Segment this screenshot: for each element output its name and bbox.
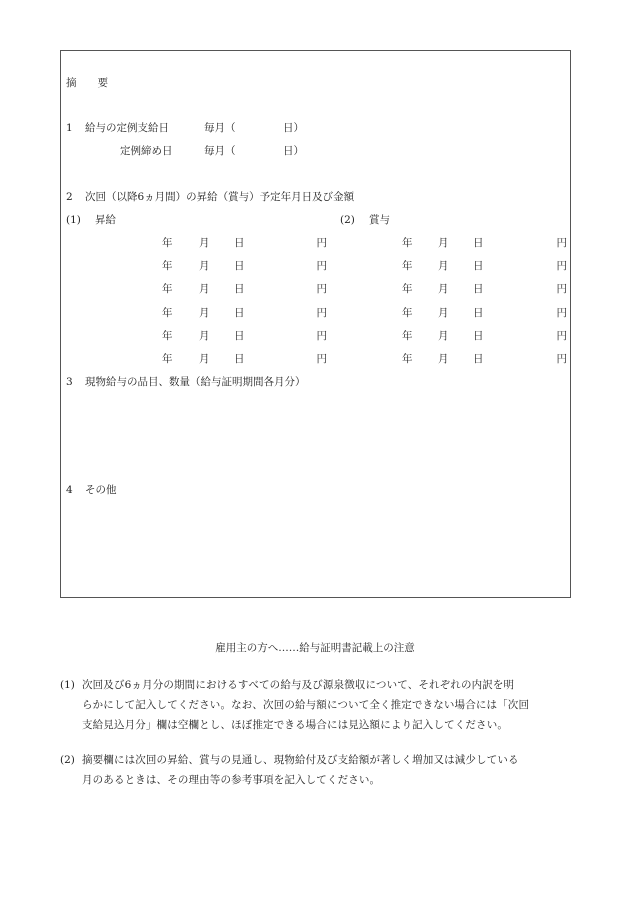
raise-yen-unit: 円 <box>316 283 327 296</box>
bonus-yen-unit: 円 <box>556 306 567 319</box>
pay-day-label: 給与の定例支給日 <box>85 122 169 134</box>
bonus-number: (2) <box>340 214 355 226</box>
bonus-year-unit: 年 <box>402 283 413 296</box>
notes-title: 雇用主の方へ……給与証明書記載上の注意 <box>215 642 415 654</box>
section-3-title: 現物給与の品目、数量（給与証明期間各月分） <box>85 376 306 388</box>
bonus-day-unit: 日 <box>473 237 484 249</box>
note-1-line-3: 支給見込月分」欄は空欄とし、ほぼ推定できる場合には見込額により記入してください。 <box>82 719 508 731</box>
raise-day-unit: 日 <box>234 353 245 365</box>
bonus-yen-unit: 円 <box>556 237 567 249</box>
note-2-line-1: 摘要欄には次回の昇給、賞与の見通し、現物給付及び支給額が著しく増加又は減少している <box>82 754 519 766</box>
raise-day-unit: 日 <box>234 283 245 296</box>
section-4-number: 4 <box>66 484 73 496</box>
bonus-year-unit: 年 <box>402 260 413 273</box>
section-4-title: その他 <box>85 484 117 496</box>
raise-month-unit: 月 <box>199 260 210 273</box>
section-2-number: 2 <box>66 191 73 203</box>
raise-month-unit: 月 <box>199 283 210 296</box>
raise-yen-unit: 円 <box>316 306 327 319</box>
bonus-year-unit: 年 <box>402 306 413 319</box>
raise-yen-unit: 円 <box>316 260 327 273</box>
bonus-yen-unit: 円 <box>556 260 567 273</box>
raise-month-unit: 月 <box>199 353 210 365</box>
note-2 <box>60 750 575 790</box>
note-1-number: (1) <box>60 679 75 691</box>
bonus-month-unit: 月 <box>438 306 449 319</box>
raise-year-unit: 年 <box>162 283 173 296</box>
bonus-month-unit: 月 <box>438 329 449 342</box>
section-3-number: 3 <box>66 376 73 388</box>
closing-day-monthly: 毎月（ <box>204 145 236 157</box>
raise-number: (1) <box>66 214 81 226</box>
raise-year-unit: 年 <box>162 260 173 273</box>
bonus-year-unit: 年 <box>402 329 413 342</box>
remarks-heading: 摘 要 <box>66 77 108 89</box>
remarks-box <box>60 50 571 598</box>
section-2-title: 次回（以降6ヵ月間）の昇給（賞与）予定年月日及び金額 <box>85 191 355 203</box>
raise-month-unit: 月 <box>199 306 210 319</box>
pay-day-monthly: 毎月（ <box>204 122 236 134</box>
section-1-number: 1 <box>66 122 73 134</box>
raise-year-unit: 年 <box>162 329 173 342</box>
raise-day-unit: 日 <box>234 329 245 342</box>
raise-day-unit: 日 <box>234 260 245 273</box>
bonus-year-unit: 年 <box>402 237 413 249</box>
raise-month-unit: 月 <box>199 237 210 249</box>
pay-day-close: 日） <box>283 122 304 134</box>
raise-year-unit: 年 <box>162 237 173 249</box>
raise-day-unit: 日 <box>234 306 245 319</box>
note-1-line-1: 次回及び6ヵ月分の期間におけるすべての給与及び源泉徴収について、それぞれの内訳を明 <box>82 679 515 691</box>
bonus-day-unit: 日 <box>473 260 484 273</box>
raise-year-unit: 年 <box>162 306 173 319</box>
note-1-line-2: らかにして記入してください。なお、次回の給与額について全く推定できない場合には「次回 <box>82 699 530 711</box>
bonus-month-unit: 月 <box>438 283 449 296</box>
raise-yen-unit: 円 <box>316 353 327 365</box>
raise-label: 昇給 <box>95 214 116 226</box>
bonus-month-unit: 月 <box>438 237 449 249</box>
raise-yen-unit: 円 <box>316 237 327 249</box>
note-1 <box>60 675 575 735</box>
closing-day-label: 定例締め日 <box>120 145 173 157</box>
raise-yen-unit: 円 <box>316 329 327 342</box>
raise-year-unit: 年 <box>162 353 173 365</box>
bonus-day-unit: 日 <box>473 306 484 319</box>
bonus-year-unit: 年 <box>402 353 413 365</box>
bonus-day-unit: 日 <box>473 283 484 296</box>
closing-day-close: 日） <box>283 145 304 157</box>
bonus-month-unit: 月 <box>438 260 449 273</box>
bonus-label: 賞与 <box>369 214 390 226</box>
note-2-line-2: 月のあるときは、その理由等の参考事項を記入してください。 <box>82 774 381 786</box>
bonus-yen-unit: 円 <box>556 329 567 342</box>
bonus-yen-unit: 円 <box>556 353 567 365</box>
raise-month-unit: 月 <box>199 329 210 342</box>
bonus-day-unit: 日 <box>473 353 484 365</box>
note-2-number: (2) <box>60 754 75 766</box>
bonus-day-unit: 日 <box>473 329 484 342</box>
bonus-yen-unit: 円 <box>556 283 567 296</box>
raise-day-unit: 日 <box>234 237 245 249</box>
bonus-month-unit: 月 <box>438 353 449 365</box>
